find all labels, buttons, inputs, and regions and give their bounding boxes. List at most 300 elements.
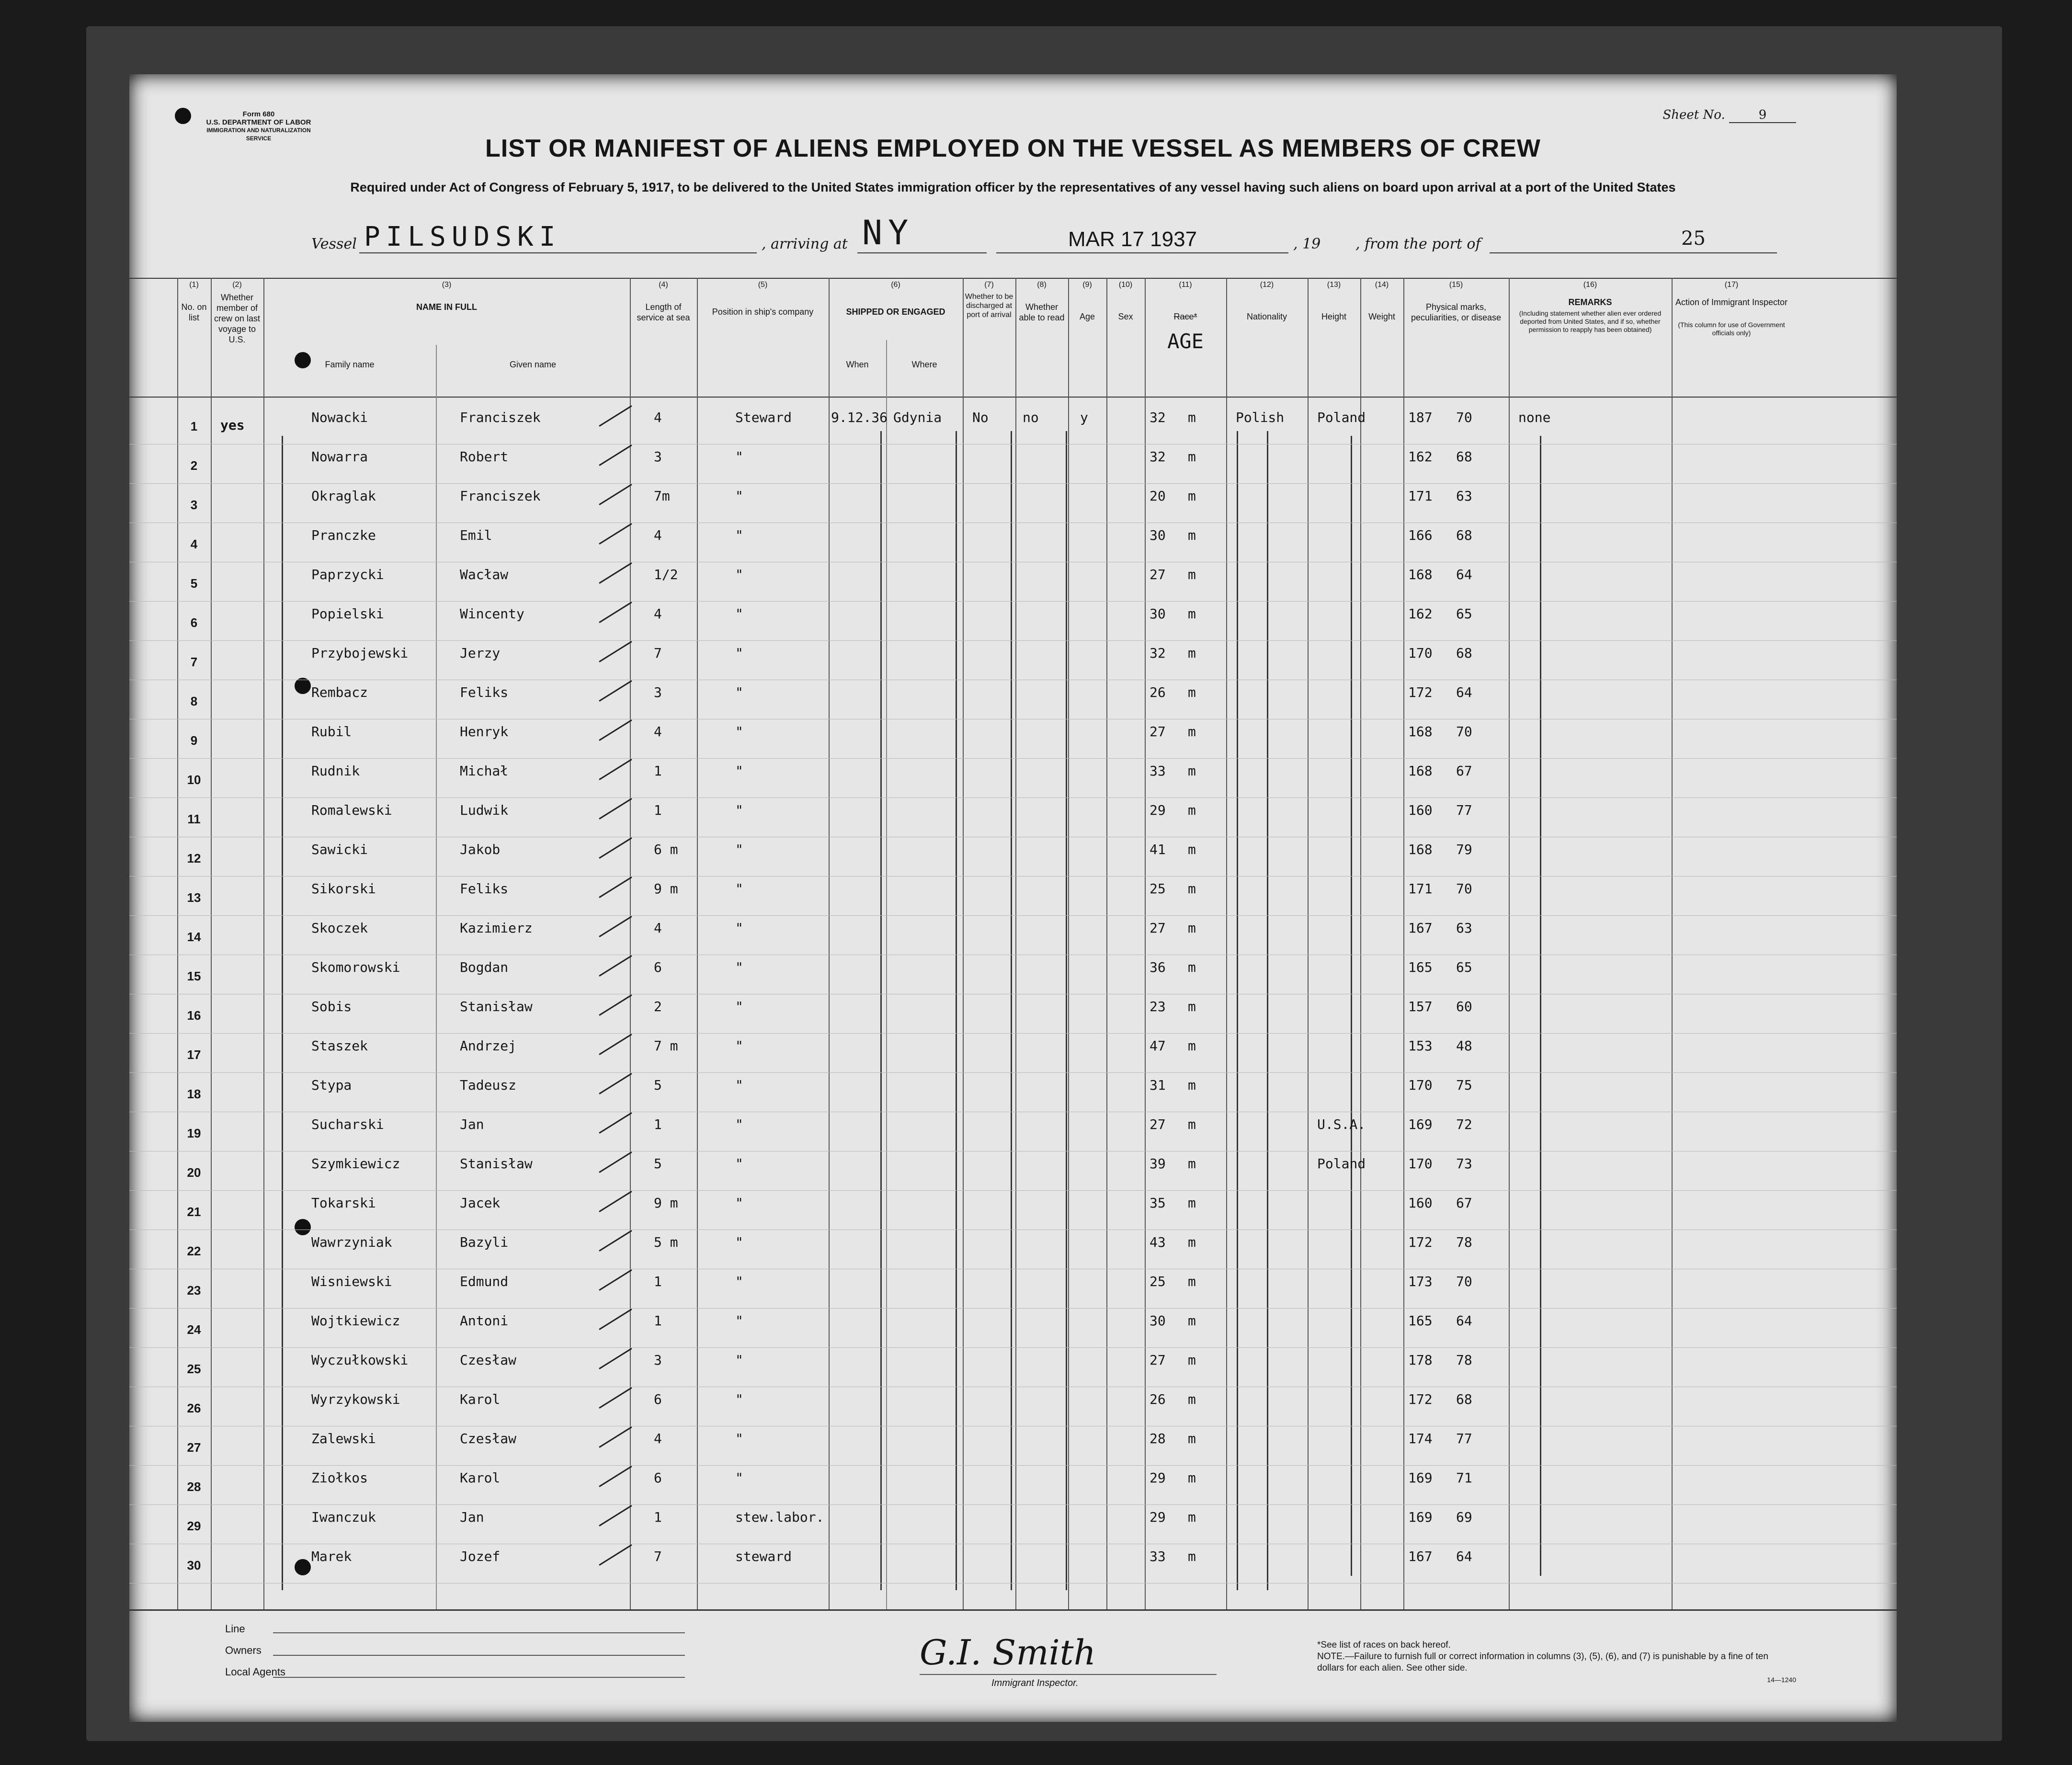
cell-service: 3	[654, 449, 662, 465]
cell-given: Emil	[460, 527, 492, 543]
col-num-7: (7)	[984, 281, 994, 289]
cell-family: Tokarski	[311, 1195, 376, 1211]
cell-age: 29	[1150, 1470, 1166, 1486]
cell-given: Michał	[460, 763, 509, 779]
cell-age: 27	[1150, 567, 1166, 582]
check-mark	[599, 1034, 632, 1055]
row-number: 16	[187, 1008, 201, 1023]
from-port-label: , from the port of	[1355, 236, 1481, 252]
row-number: 17	[187, 1048, 201, 1062]
cell-given: Jozef	[460, 1549, 501, 1564]
cell-sex: m	[1188, 1234, 1196, 1250]
cell-nationality: Polish	[1236, 410, 1285, 425]
cell-sex: m	[1188, 920, 1196, 936]
crew-table	[129, 278, 1897, 1609]
cell-weight: 64	[1456, 567, 1472, 582]
cell-age: 30	[1150, 527, 1166, 543]
line-label: Line	[225, 1623, 245, 1635]
cell-service: 1	[654, 802, 662, 818]
cell-given: Karol	[460, 1470, 501, 1486]
cell-service: 1	[654, 1509, 662, 1525]
cell-family: Szymkiewicz	[311, 1156, 400, 1172]
cell-position: "	[735, 881, 743, 897]
row-number: 7	[190, 655, 198, 669]
ditto-mark-line	[1237, 431, 1238, 1590]
col-header-action-note: (This column for use of Government officials only)	[1678, 321, 1785, 337]
cell-sex: m	[1188, 1470, 1196, 1486]
cell-height: 174	[1408, 1431, 1433, 1446]
cell-weight: 64	[1456, 684, 1472, 700]
row-number: 24	[187, 1322, 201, 1337]
cell-given: Jan	[460, 1116, 484, 1132]
ditto-mark-line	[1066, 431, 1067, 1590]
check-mark	[599, 1309, 632, 1330]
check-mark	[599, 602, 632, 623]
cell-family: Zalewski	[311, 1431, 376, 1446]
cell-sex: m	[1188, 1352, 1196, 1368]
cell-family: Skoczek	[311, 920, 368, 936]
cell-given: Feliks	[460, 684, 509, 700]
arriving-port: NY	[862, 213, 914, 252]
cell-height: 168	[1408, 724, 1433, 740]
cell-birth: Poland	[1317, 1156, 1366, 1172]
cell-family: Sucharski	[311, 1116, 384, 1132]
cell-position: "	[735, 1195, 743, 1211]
row-number: 25	[187, 1362, 201, 1376]
check-mark	[599, 1269, 632, 1291]
cell-family: Wawrzyniak	[311, 1234, 392, 1250]
ditto-mark-line	[1267, 431, 1268, 1590]
cell-family: Stypa	[311, 1077, 352, 1093]
col-header-nationality: Nationality	[1246, 312, 1287, 321]
cell-family: Staszek	[311, 1038, 368, 1054]
cell-given: Jakob	[460, 842, 501, 857]
row-number: 19	[187, 1126, 201, 1140]
cell-weight: 70	[1456, 1274, 1472, 1289]
cell-given: Franciszek	[460, 488, 541, 504]
cell-weight: 75	[1456, 1077, 1472, 1093]
cell-service: 3	[654, 1352, 662, 1368]
check-mark	[599, 1073, 632, 1094]
sheet-number-value: 9	[1729, 108, 1796, 123]
cell-service: 1	[654, 1116, 662, 1132]
cell-position: "	[735, 724, 743, 740]
cell-age: 32	[1150, 410, 1166, 425]
cell-position: "	[735, 684, 743, 700]
cell-service: 4	[654, 920, 662, 936]
row-number: 13	[187, 890, 201, 905]
cell-sex: m	[1188, 1274, 1196, 1289]
vessel-line	[311, 213, 1777, 256]
cell-given: Bazyli	[460, 1234, 509, 1250]
check-mark	[599, 680, 632, 702]
cell-position: "	[735, 1038, 743, 1054]
cell-service: 7	[654, 1549, 662, 1564]
cell-given: Czesław	[460, 1352, 517, 1368]
cell-position: Steward	[735, 410, 792, 425]
cell-family: Nowarra	[311, 449, 368, 465]
col-header-when: When	[846, 360, 869, 369]
cell-sex: m	[1188, 449, 1196, 465]
cell-age: 31	[1150, 1077, 1166, 1093]
check-mark	[599, 877, 632, 898]
cell-height: 169	[1408, 1116, 1433, 1132]
cell-weight: 77	[1456, 802, 1472, 818]
cell-position: "	[735, 1234, 743, 1250]
col-num-5: (5)	[758, 281, 768, 289]
cell-service: 9 m	[654, 881, 678, 897]
cell-position: steward	[735, 1549, 792, 1564]
ditto-mark-line	[1351, 436, 1352, 1576]
row-number: 11	[187, 812, 201, 826]
cell-given: Stanisław	[460, 999, 533, 1014]
cell-sex: m	[1188, 763, 1196, 779]
cell-sex: m	[1188, 488, 1196, 504]
cell-position: "	[735, 802, 743, 818]
cell-service: 6	[654, 1391, 662, 1407]
row-number: 8	[190, 694, 198, 708]
cell-service: 6	[654, 959, 662, 975]
cell-service: 4	[654, 527, 662, 543]
cell-sex: m	[1188, 1195, 1196, 1211]
col-header-race: Race*	[1173, 312, 1197, 321]
cell-weight: 64	[1456, 1313, 1472, 1329]
cell-age: 27	[1150, 920, 1166, 936]
col-num-12: (12)	[1260, 281, 1274, 289]
cell-age: 25	[1150, 1274, 1166, 1289]
col-num-16: (16)	[1583, 281, 1597, 289]
cell-family: Nowacki	[311, 410, 368, 425]
footer-notes	[1317, 1640, 1796, 1685]
cell-age: 43	[1150, 1234, 1166, 1250]
cell-position: "	[735, 1313, 743, 1329]
cell-height: 170	[1408, 1077, 1433, 1093]
cell-family: Sobis	[311, 999, 352, 1014]
col-header-weight: Weight	[1368, 312, 1395, 321]
col-num-17: (17)	[1724, 281, 1739, 289]
col-header-height: Height	[1321, 312, 1347, 321]
cell-position: "	[735, 1470, 743, 1486]
cell-service: 1	[654, 763, 662, 779]
cell-weight: 70	[1456, 881, 1472, 897]
cell-sex: m	[1188, 684, 1196, 700]
cell-height: 172	[1408, 684, 1433, 700]
cell-weight: 73	[1456, 1156, 1472, 1172]
check-mark	[599, 994, 632, 1016]
col-num-13: (13)	[1327, 281, 1341, 289]
cell-position: "	[735, 842, 743, 857]
cell-service: 2	[654, 999, 662, 1014]
cell-service: 6	[654, 1470, 662, 1486]
sheet-number	[1662, 108, 1796, 123]
cell-service: 5 m	[654, 1234, 678, 1250]
penalty-note: NOTE.—Failure to furnish full or correct information in columns (3), (5), (6), and (7) is punishable by a fine of ten dollars for each alien. See other side.	[1317, 1651, 1768, 1673]
col-num-6: (6)	[891, 281, 900, 289]
cell-family: Ziołkos	[311, 1470, 368, 1486]
cell-weight: 71	[1456, 1470, 1472, 1486]
cell-position: "	[735, 959, 743, 975]
col-header-remarks: REMARKS	[1568, 297, 1612, 307]
check-mark	[599, 719, 632, 741]
cell-given: Franciszek	[460, 410, 541, 425]
row-number: 20	[187, 1165, 201, 1180]
cell-height: 187	[1408, 410, 1433, 425]
cell-family: Paprzycki	[311, 567, 384, 582]
cell-given: Tadeusz	[460, 1077, 517, 1093]
cell-weight: 69	[1456, 1509, 1472, 1525]
cell-family: Przybojewski	[311, 645, 409, 661]
cell-weight: 67	[1456, 1195, 1472, 1211]
col-num-15: (15)	[1449, 281, 1463, 289]
cell-age: 20	[1150, 488, 1166, 504]
row-number: 30	[187, 1558, 201, 1572]
cell-height: 165	[1408, 959, 1433, 975]
check-mark	[599, 837, 632, 859]
cell-age: 36	[1150, 959, 1166, 975]
service-name: IMMIGRATION AND NATURALIZATION SERVICE	[206, 127, 311, 142]
row-number: 2	[190, 458, 198, 473]
punch-hole	[175, 108, 191, 124]
cell-given: Karol	[460, 1391, 501, 1407]
cell-height: 160	[1408, 1195, 1433, 1211]
col-header-no: No. on list	[181, 302, 207, 322]
cell-height: 162	[1408, 449, 1433, 465]
row-number: 6	[190, 615, 198, 630]
check-mark	[599, 759, 632, 780]
col-header-sex: Sex	[1118, 312, 1133, 321]
cell-service: 5	[654, 1156, 662, 1172]
cell-position: "	[735, 567, 743, 582]
cell-height: 172	[1408, 1391, 1433, 1407]
cell-sex: m	[1188, 1391, 1196, 1407]
cell-position: "	[735, 645, 743, 661]
row-number: 10	[187, 773, 201, 787]
cell-sex: m	[1188, 881, 1196, 897]
cell-height: 167	[1408, 1549, 1433, 1564]
cell-position: "	[735, 1352, 743, 1368]
cell-service: 6 m	[654, 842, 678, 857]
cell-service: 4	[654, 410, 662, 425]
cell-sex: m	[1188, 1038, 1196, 1054]
arrival-date-stamp: MAR 17 1937	[1068, 228, 1197, 251]
cell-given: Wincenty	[460, 606, 524, 622]
check-mark	[599, 1544, 632, 1566]
ditto-mark-line	[880, 431, 882, 1590]
ditto-mark-line	[956, 431, 957, 1590]
cell-given: Feliks	[460, 881, 509, 897]
col-num-9: (9)	[1082, 281, 1092, 289]
check-mark	[599, 1466, 632, 1487]
cell-position: "	[735, 999, 743, 1014]
cell-position: "	[735, 1077, 743, 1093]
row-number: 28	[187, 1480, 201, 1494]
cell-age: 41	[1150, 842, 1166, 857]
cell-age: 35	[1150, 1195, 1166, 1211]
cell-birth: Poland	[1317, 410, 1366, 425]
cell-age: 39	[1150, 1156, 1166, 1172]
cell-position: "	[735, 763, 743, 779]
check-mark	[599, 955, 632, 977]
cell-weight: 78	[1456, 1234, 1472, 1250]
cell-sex: m	[1188, 1549, 1196, 1564]
cell-position: "	[735, 449, 743, 465]
cell-sex: m	[1188, 842, 1196, 857]
cell-position: "	[735, 1391, 743, 1407]
cell-family: Pranczke	[311, 527, 376, 543]
row-number: 14	[187, 930, 201, 944]
document-subtitle: Required under Act of Congress of February 5, 1917, to be delivered to the United States immigration officer by the representatives of any vessel having such aliens on board upon arrival at a port of the United States	[350, 180, 1676, 194]
cell-family: Wisniewski	[311, 1274, 392, 1289]
cell-given: Henryk	[460, 724, 509, 740]
cell-position: "	[735, 488, 743, 504]
cell-age: 28	[1150, 1431, 1166, 1446]
check-mark	[599, 916, 632, 937]
row-number: 29	[187, 1519, 201, 1533]
ditto-mark-line	[1540, 436, 1541, 1576]
cell-weight: 68	[1456, 645, 1472, 661]
col-num-1: (1)	[189, 281, 199, 289]
cell-weight: 78	[1456, 1352, 1472, 1368]
vessel-name: PILSUDSKI	[364, 221, 561, 252]
cell-weight: 63	[1456, 488, 1472, 504]
agents-label: Local Agents	[225, 1666, 285, 1678]
check-mark	[599, 444, 632, 466]
row-number: 21	[187, 1205, 201, 1219]
row-number: 3	[190, 498, 198, 512]
page-number: 25	[1681, 228, 1706, 250]
cell-given: Czesław	[460, 1431, 517, 1446]
cell-crew: yes	[220, 417, 245, 433]
cell-service: 1	[654, 1274, 662, 1289]
cell-sex: m	[1188, 606, 1196, 622]
cell-age: 30	[1150, 606, 1166, 622]
col-header-family-name: Family name	[325, 360, 375, 369]
cell-sex: m	[1188, 724, 1196, 740]
inspector-signature: G.I. Smith	[920, 1632, 1096, 1673]
ditto-mark-line	[1011, 431, 1012, 1590]
cell-given: Edmund	[460, 1274, 509, 1289]
cell-family: Skomorowski	[311, 959, 400, 975]
cell-position: "	[735, 1116, 743, 1132]
cell-weight: 67	[1456, 763, 1472, 779]
cell-discharge: No	[972, 410, 989, 425]
cell-position: "	[735, 1274, 743, 1289]
cell-age: 27	[1150, 724, 1166, 740]
cell-given: Bogdan	[460, 959, 509, 975]
cell-position: "	[735, 1156, 743, 1172]
row-number: 15	[187, 969, 201, 983]
cell-height: 171	[1408, 488, 1433, 504]
row-number: 23	[187, 1283, 201, 1298]
check-mark	[599, 1112, 632, 1134]
cell-height: 169	[1408, 1470, 1433, 1486]
cell-sex: m	[1188, 1077, 1196, 1093]
col-num-4: (4)	[659, 281, 668, 289]
cell-height: 168	[1408, 763, 1433, 779]
cell-weight: 68	[1456, 527, 1472, 543]
cell-position: "	[735, 527, 743, 543]
cell-age: 30	[1150, 1313, 1166, 1329]
cell-weight: 48	[1456, 1038, 1472, 1054]
cell-service: 4	[654, 606, 662, 622]
cell-height: 178	[1408, 1352, 1433, 1368]
row-number: 26	[187, 1401, 201, 1415]
cell-service: 9 m	[654, 1195, 678, 1211]
check-mark	[599, 523, 632, 545]
cell-age: 29	[1150, 1509, 1166, 1525]
cell-age: 47	[1150, 1038, 1166, 1054]
cell-family: Marek	[311, 1549, 352, 1564]
cell-birth: U.S.A.	[1317, 1116, 1366, 1132]
cell-service: 1/2	[654, 567, 678, 582]
signature-caption: Immigrant Inspector.	[991, 1678, 1079, 1688]
cell-service: 4	[654, 724, 662, 740]
cell-age: 32	[1150, 449, 1166, 465]
cell-height: 168	[1408, 567, 1433, 582]
cell-position: "	[735, 606, 743, 622]
cell-y: y	[1080, 410, 1088, 425]
sheet-number-label: Sheet No.	[1662, 108, 1725, 122]
check-mark	[599, 1387, 632, 1409]
cell-sex: m	[1188, 1509, 1196, 1525]
cell-age: 29	[1150, 802, 1166, 818]
cell-family: Wyrzykowski	[311, 1391, 400, 1407]
cell-given: Wacław	[460, 567, 509, 582]
cell-age: 27	[1150, 1116, 1166, 1132]
cell-sex: m	[1188, 645, 1196, 661]
cell-sex: m	[1188, 1313, 1196, 1329]
cell-service: 1	[654, 1313, 662, 1329]
col-header-where: Where	[911, 360, 937, 369]
check-mark	[599, 1191, 632, 1212]
cell-family: Sikorski	[311, 881, 376, 897]
cell-family: Wyczułkowski	[311, 1352, 409, 1368]
cell-given: Jerzy	[460, 645, 501, 661]
check-mark	[599, 1348, 632, 1369]
col-num-10: (10)	[1118, 281, 1133, 289]
cell-weight: 63	[1456, 920, 1472, 936]
cell-height: 171	[1408, 881, 1433, 897]
document-title: LIST OR MANIFEST OF ALIENS EMPLOYED ON THE VESSEL AS MEMBERS OF CREW	[485, 135, 1541, 162]
row-number: 1	[190, 419, 198, 433]
cell-family: Popielski	[311, 606, 384, 622]
cell-height: 167	[1408, 920, 1433, 936]
cell-age: 32	[1150, 645, 1166, 661]
col-num-8: (8)	[1037, 281, 1047, 289]
cell-position: "	[735, 920, 743, 936]
cell-weight: 60	[1456, 999, 1472, 1014]
cell-given: Andrzej	[460, 1038, 517, 1054]
cell-weight: 68	[1456, 1391, 1472, 1407]
cell-service: 4	[654, 1431, 662, 1446]
cell-sex: m	[1188, 527, 1196, 543]
cell-given: Stanisław	[460, 1156, 533, 1172]
col-header-discharge: Whether to be discharged at port of arrival	[965, 293, 1013, 319]
col-header-name: NAME IN FULL	[416, 302, 477, 312]
cell-weight: 79	[1456, 842, 1472, 857]
print-code: 14—1240	[1767, 1676, 1796, 1684]
check-mark	[599, 1151, 632, 1173]
check-mark	[599, 562, 632, 584]
check-mark	[599, 798, 632, 820]
check-mark	[599, 1505, 632, 1526]
cell-age: 27	[1150, 1352, 1166, 1368]
cell-given: Jan	[460, 1509, 484, 1525]
cell-family: Wojtkiewicz	[311, 1313, 400, 1329]
cell-weight: 64	[1456, 1549, 1472, 1564]
cell-weight: 65	[1456, 606, 1472, 622]
row-number: 12	[187, 851, 201, 865]
